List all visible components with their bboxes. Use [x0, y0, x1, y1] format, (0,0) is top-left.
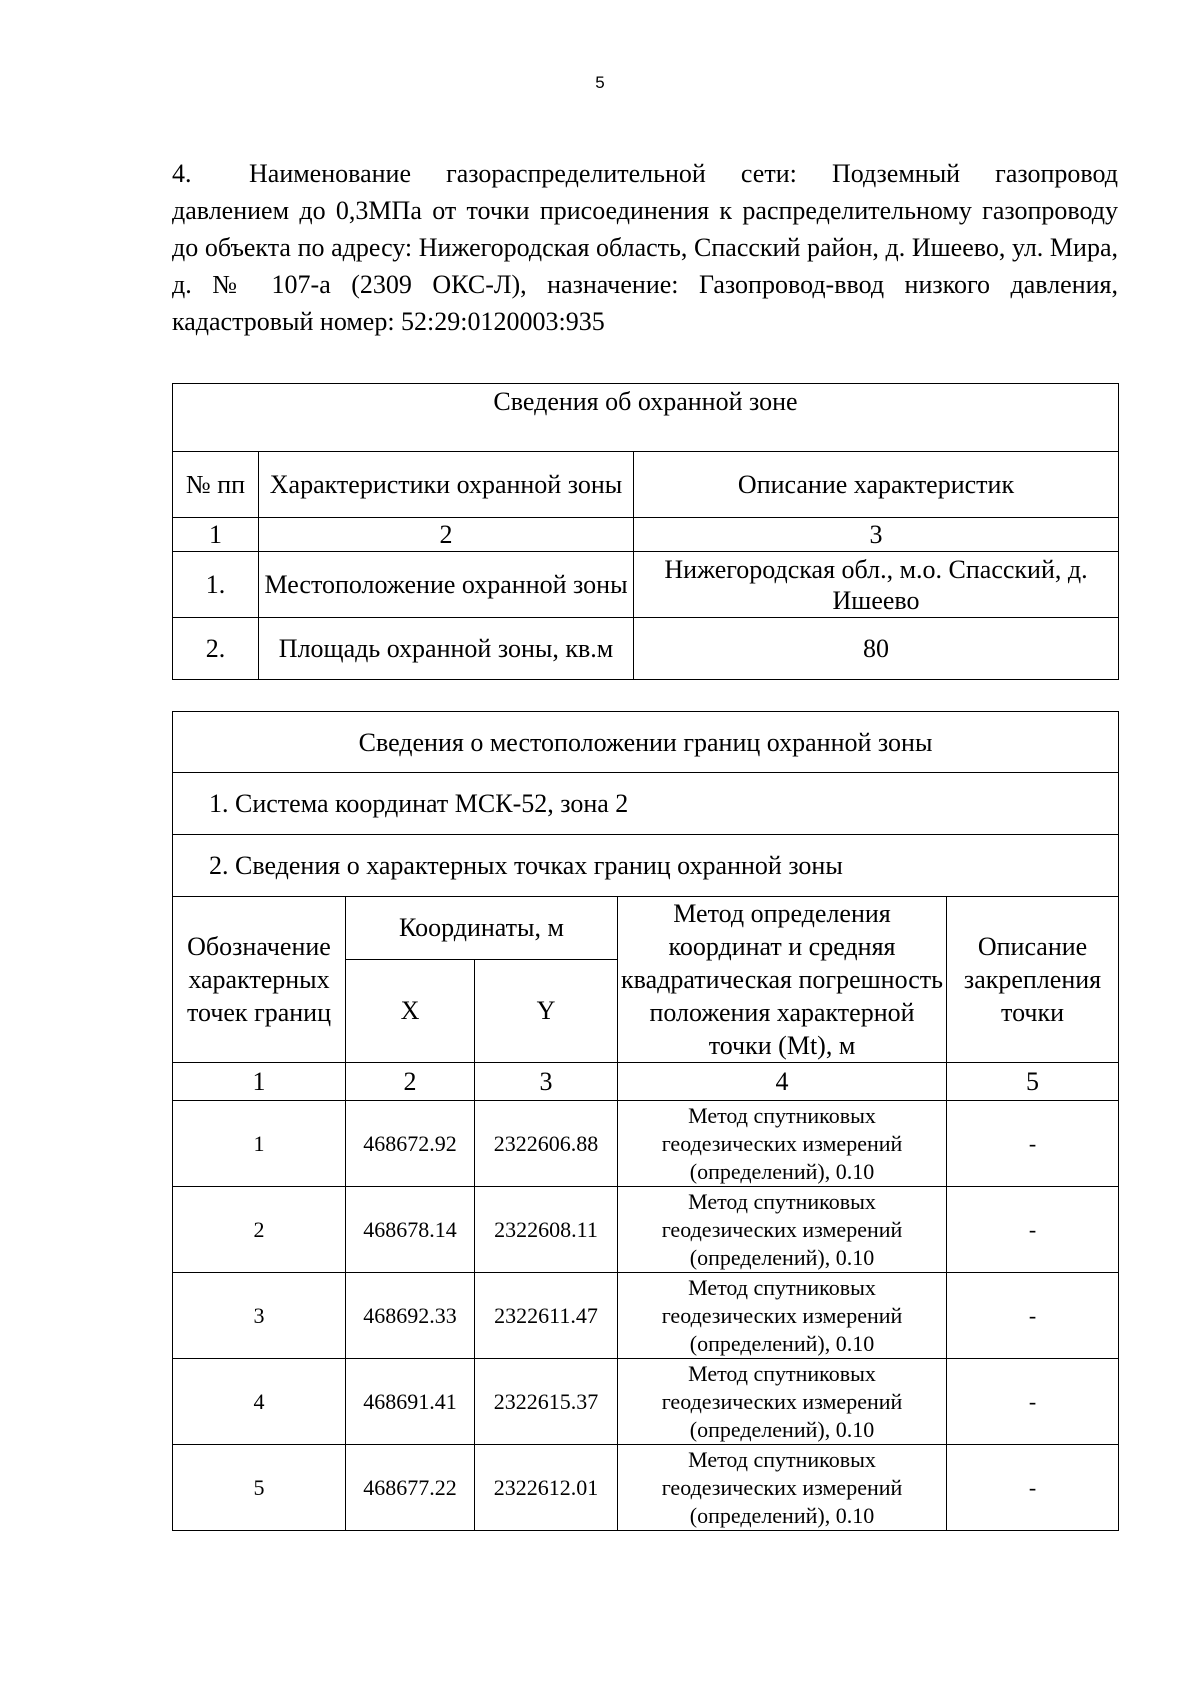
- zone-row-value: 80: [634, 618, 1119, 680]
- point-y: 2322612.01: [475, 1445, 618, 1531]
- point-fixing: -: [947, 1445, 1119, 1531]
- zone-col-number: 3: [634, 518, 1119, 552]
- table-row: [173, 618, 1119, 680]
- point-fixing: -: [947, 1273, 1119, 1359]
- protection-zone-table: [172, 383, 1119, 680]
- table-row: [173, 1187, 1119, 1273]
- point-y: 2322615.37: [475, 1359, 618, 1445]
- bounds-table-title: Сведения о местоположении границ охранной зоны: [173, 712, 1119, 773]
- point-fixing: -: [947, 1359, 1119, 1445]
- zone-header-description: Описание характеристик: [634, 452, 1119, 518]
- header-method: Метод определения координат и средняя квадратическая погрешность положения характерной точки (Mt), м: [618, 897, 947, 1063]
- table-row: [173, 1359, 1119, 1445]
- bounds-col-number: 4: [618, 1063, 947, 1101]
- zone-col-number: 1: [173, 518, 259, 552]
- header-y: Y: [475, 959, 618, 1062]
- point-x: 468692.33: [346, 1273, 475, 1359]
- point-fixing: -: [947, 1101, 1119, 1187]
- header-coordinates: Координаты, м: [346, 897, 618, 960]
- header-x: X: [346, 959, 475, 1062]
- point-id: 1: [173, 1101, 346, 1187]
- point-id: 5: [173, 1445, 346, 1531]
- table-row: [173, 1101, 1119, 1187]
- point-x: 468678.14: [346, 1187, 475, 1273]
- point-y: 2322606.88: [475, 1101, 618, 1187]
- point-method: Метод спутниковых геодезических измерений (определений), 0.10: [618, 1101, 947, 1187]
- boundary-points-table: [172, 711, 1119, 1531]
- table-row: [173, 1273, 1119, 1359]
- point-method: Метод спутниковых геодезических измерений (определений), 0.10: [618, 1187, 947, 1273]
- network-description-paragraph: [172, 155, 1118, 340]
- zone-row-number: 2.: [173, 618, 259, 680]
- zone-row-number: 1.: [173, 552, 259, 618]
- point-method: Метод спутниковых геодезических измерений (определений), 0.10: [618, 1359, 947, 1445]
- coordinate-system: 1. Система координат МСК-52, зона 2: [173, 773, 1119, 835]
- zone-header-number: № пп: [173, 452, 259, 518]
- point-x: 468691.41: [346, 1359, 475, 1445]
- bounds-col-number: 5: [947, 1063, 1119, 1101]
- zone-col-number: 2: [259, 518, 634, 552]
- zone-table-title: Сведения об охранной зоне: [173, 384, 1119, 452]
- point-x: 468677.22: [346, 1445, 475, 1531]
- table-row: [173, 552, 1119, 618]
- point-fixing: -: [947, 1187, 1119, 1273]
- header-designation: Обозначение характерных точек границ: [173, 897, 346, 1063]
- zone-row-name: Местоположение охранной зоны: [259, 552, 634, 618]
- point-id: 4: [173, 1359, 346, 1445]
- bounds-col-number: 2: [346, 1063, 475, 1101]
- point-method: Метод спутниковых геодезических измерений (определений), 0.10: [618, 1445, 947, 1531]
- point-id: 3: [173, 1273, 346, 1359]
- zone-row-name: Площадь охранной зоны, кв.м: [259, 618, 634, 680]
- paragraph-number: 4.: [172, 159, 192, 188]
- zone-row-value: Нижегородская обл., м.о. Спасский, д. Ишеево: [634, 552, 1119, 618]
- points-section-title: 2. Сведения о характерных точках границ охранной зоны: [173, 835, 1119, 897]
- point-y: 2322608.11: [475, 1187, 618, 1273]
- header-fixing: Описание закрепления точки: [947, 897, 1119, 1063]
- point-y: 2322611.47: [475, 1273, 618, 1359]
- point-method: Метод спутниковых геодезических измерений (определений), 0.10: [618, 1273, 947, 1359]
- point-x: 468672.92: [346, 1101, 475, 1187]
- paragraph-text: Наименование газораспределительной сети: Подземный газопровод давлением до 0,3МПа от точки присоединения к распределительному газопроводу до объекта по адресу: Нижегородская область, Спасский район, д. Ишеево, ул. Мира, д. № 107-а (2309 ОКС-Л), назначение: Газопровод-ввод низкого давления, кадастровый номер: 52:29:0120003:935: [172, 159, 1118, 336]
- point-id: 2: [173, 1187, 346, 1273]
- page-number: 5: [595, 73, 605, 92]
- table-row: [173, 1445, 1119, 1531]
- bounds-col-number: 3: [475, 1063, 618, 1101]
- bounds-col-number: 1: [173, 1063, 346, 1101]
- zone-header-characteristics: Характеристики охранной зоны: [259, 452, 634, 518]
